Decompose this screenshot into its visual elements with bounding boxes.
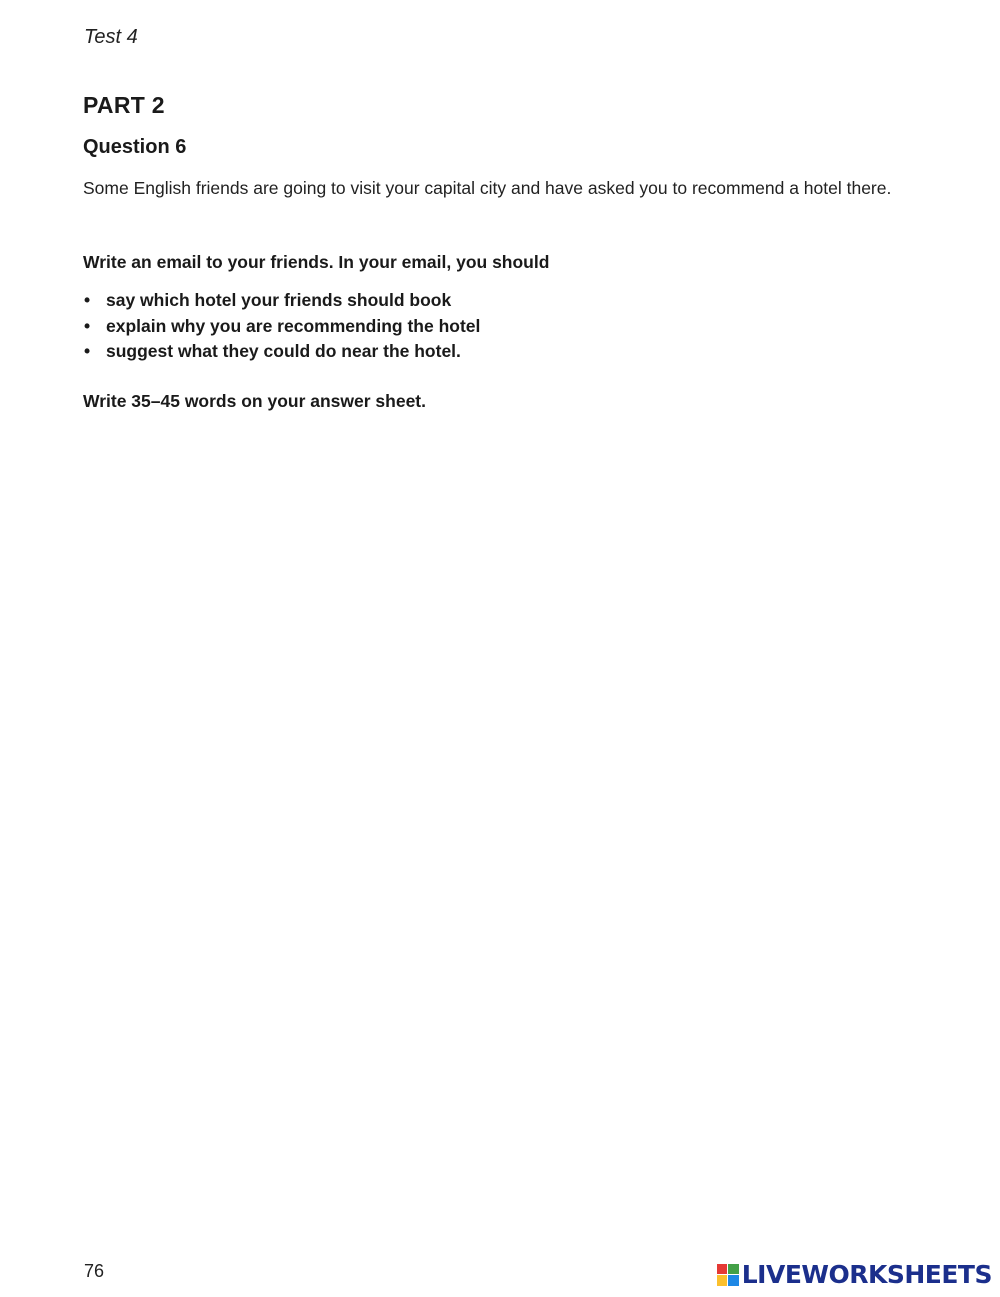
word-count-instruction: Write 35–45 words on your answer sheet. — [83, 391, 426, 411]
intro-paragraph: Some English friends are going to visit your capital city and have asked you to recommend a hotel there. — [83, 178, 892, 198]
bullet-text: explain why you are recommending the hotel — [106, 315, 481, 336]
liveworksheets-watermark — [717, 1260, 992, 1289]
task-bullet-list — [83, 288, 480, 365]
logo-square-yellow — [717, 1275, 728, 1286]
bullet-icon: • — [84, 290, 91, 310]
list-item — [83, 339, 480, 365]
logo-square-green — [728, 1264, 739, 1275]
list-item — [83, 288, 480, 314]
liveworksheets-logo-icon — [717, 1264, 739, 1286]
running-title: Test 4 — [84, 26, 138, 48]
list-item — [83, 314, 480, 340]
bullet-text: suggest what they could do near the hotel. — [106, 341, 461, 361]
bullet-icon: • — [84, 341, 91, 361]
bullet-text: say which hotel your friends should book — [106, 290, 452, 310]
instruction-text: Write an email to your friends. In your email, you should — [83, 252, 550, 272]
watermark-text: LIVEWORKSHEETS — [741, 1260, 992, 1289]
logo-square-red — [717, 1264, 728, 1275]
page-number: 76 — [84, 1261, 105, 1281]
logo-square-blue — [728, 1275, 739, 1286]
bullet-icon: • — [84, 315, 91, 336]
question-heading: Question 6 — [83, 136, 187, 158]
part-heading: PART 2 — [83, 92, 165, 118]
